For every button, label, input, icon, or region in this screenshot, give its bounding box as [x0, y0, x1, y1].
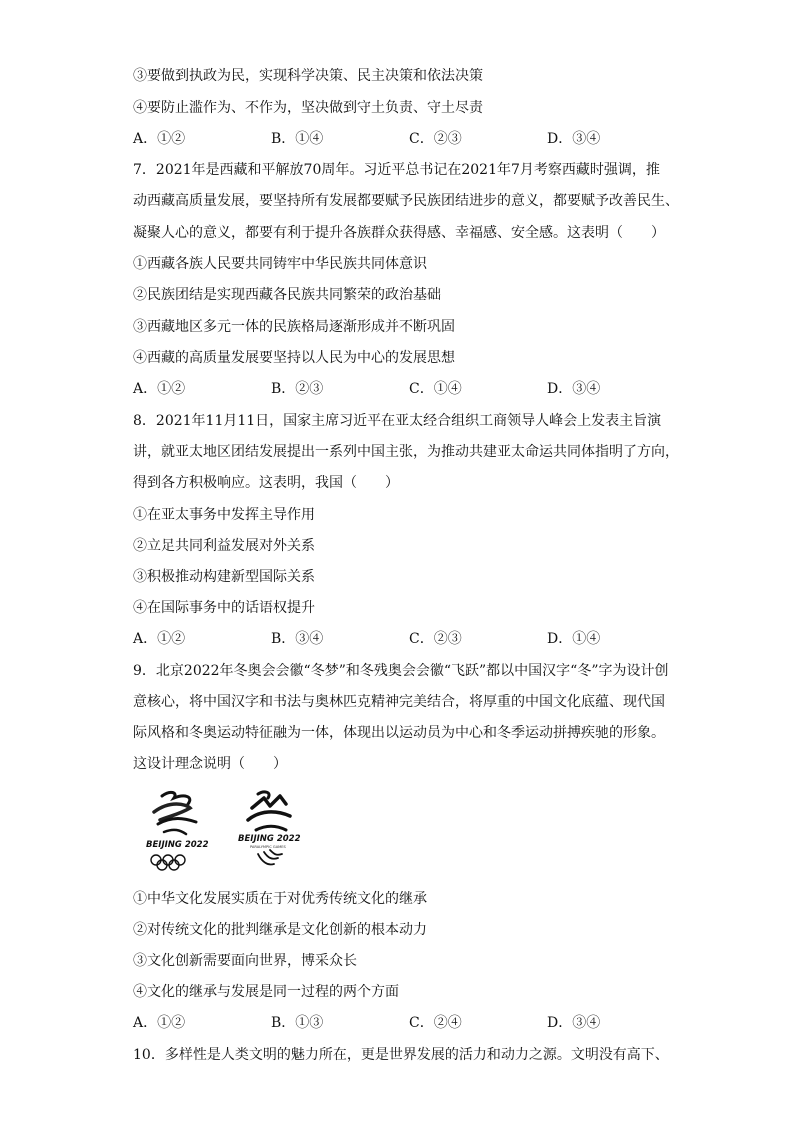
q7-stem-line-2: 动西藏高质量发展，要坚持所有发展都要赋予民族团结进步的意义，都要赋予改善民生、 — [133, 193, 679, 209]
q7-option-b[interactable]: B．②③ — [271, 381, 324, 397]
q7-statement-4: ④西藏的高质量发展要坚持以人民为中心的发展思想 — [133, 350, 455, 366]
paralympic-emblem — [238, 792, 301, 865]
q9-stem-line-4: 这设计理念说明（ ） — [133, 756, 287, 772]
winter-olympics-emblems — [140, 786, 320, 876]
q8-stem-line-2: 讲，就亚太地区团结发展提出一系列中国主张，为推动共建亚太命运共同体指明了方向， — [133, 444, 679, 460]
q7-statement-1: ①西藏各族人民要共同铸牢中华民族共同体意识 — [133, 256, 427, 272]
q9-statement-4: ④文化的继承与发展是同一过程的两个方面 — [133, 984, 399, 1000]
paralympic-emblem-text: BEIJING 2022 — [238, 834, 301, 844]
q9-statement-2: ②对传统文化的批判继承是文化创新的根本动力 — [133, 922, 427, 938]
q8-option-d[interactable]: D．①④ — [547, 631, 601, 647]
q7-stem-line-1: 7．2021年是西藏和平解放70周年。习近平总书记在2021年7月考察西藏时强调，推 — [133, 162, 660, 178]
q6-option-c[interactable]: C．②③ — [409, 131, 462, 147]
q6-option-d[interactable]: D．③④ — [547, 131, 601, 147]
q9-option-d[interactable]: D．③④ — [547, 1015, 601, 1031]
q7-statement-3: ③西藏地区多元一体的民族格局逐渐形成并不断巩固 — [133, 319, 455, 335]
q8-option-a[interactable]: A．①② — [133, 631, 186, 647]
q8-statement-2: ②立足共同利益发展对外关系 — [133, 538, 315, 554]
q8-option-c[interactable]: C．②③ — [409, 631, 462, 647]
q7-option-a[interactable]: A．①② — [133, 381, 186, 397]
q7-stem-line-3: 凝聚人心的意义，都要有利于提升各族群众获得感、幸福感、安全感。这表明（ ） — [133, 225, 665, 241]
q6-statement-4: ④要防止滥作为、不作为，坚决做到守土负责、守土尽责 — [133, 100, 483, 116]
paralympic-emblem-subtext: PARALYMPIC GAMES — [250, 845, 286, 849]
q7-statement-2: ②民族团结是实现西藏各民族共同繁荣的政治基础 — [133, 287, 441, 303]
q6-statement-3: ③要做到执政为民，实现科学决策、民主决策和依法决策 — [133, 68, 483, 84]
q9-option-c[interactable]: C．②④ — [409, 1015, 462, 1031]
q8-option-b[interactable]: B．③④ — [271, 631, 324, 647]
q6-option-b[interactable]: B．①④ — [271, 131, 324, 147]
q9-option-b[interactable]: B．①③ — [271, 1015, 324, 1031]
q8-stem-line-1: 8．2021年11月11日，国家主席习近平在亚太经合组织工商领导人峰会上发表主旨演 — [133, 413, 662, 429]
q9-options — [133, 1014, 693, 1032]
olympic-emblem-text: BEIJING 2022 — [146, 840, 209, 850]
q7-option-c[interactable]: C．①④ — [409, 381, 462, 397]
q9-statement-1: ①中华文化发展实质在于对优秀传统文化的继承 — [133, 891, 427, 907]
q9-stem-line-3: 际风格和冬奥运动特征融为一体，体现出以运动员为中心和冬季运动拼搏疾驰的形象。 — [133, 725, 665, 741]
q9-stem-line-1: 9．北京2022年冬奥会会徽“冬梦”和冬残奥会会徽“飞跃”都以中国汉字“冬”字为设计创 — [133, 663, 669, 679]
q7-options — [133, 380, 693, 398]
q8-statement-1: ①在亚太事务中发挥主导作用 — [133, 507, 315, 523]
q6-option-a[interactable]: A．①② — [133, 131, 186, 147]
q8-statement-4: ④在国际事务中的话语权提升 — [133, 600, 315, 616]
q9-statement-3: ③文化创新需要面向世界，博采众长 — [133, 953, 357, 969]
q8-options — [133, 630, 693, 648]
olympic-emblem — [146, 792, 209, 870]
q10-stem-line-1: 10．多样性是人类文明的魅力所在，更是世界发展的活力和动力之源。文明没有高下、 — [133, 1047, 669, 1063]
q6-options — [133, 130, 693, 148]
q7-option-d[interactable]: D．③④ — [547, 381, 601, 397]
q8-statement-3: ③积极推动构建新型国际关系 — [133, 569, 315, 585]
q8-stem-line-3: 得到各方积极响应。这表明，我国（ ） — [133, 475, 399, 491]
q9-stem-line-2: 意核心，将中国汉字和书法与奥林匹克精神完美结合，将厚重的中国文化底蕴、现代国 — [133, 694, 665, 710]
q9-option-a[interactable]: A．①② — [133, 1015, 186, 1031]
